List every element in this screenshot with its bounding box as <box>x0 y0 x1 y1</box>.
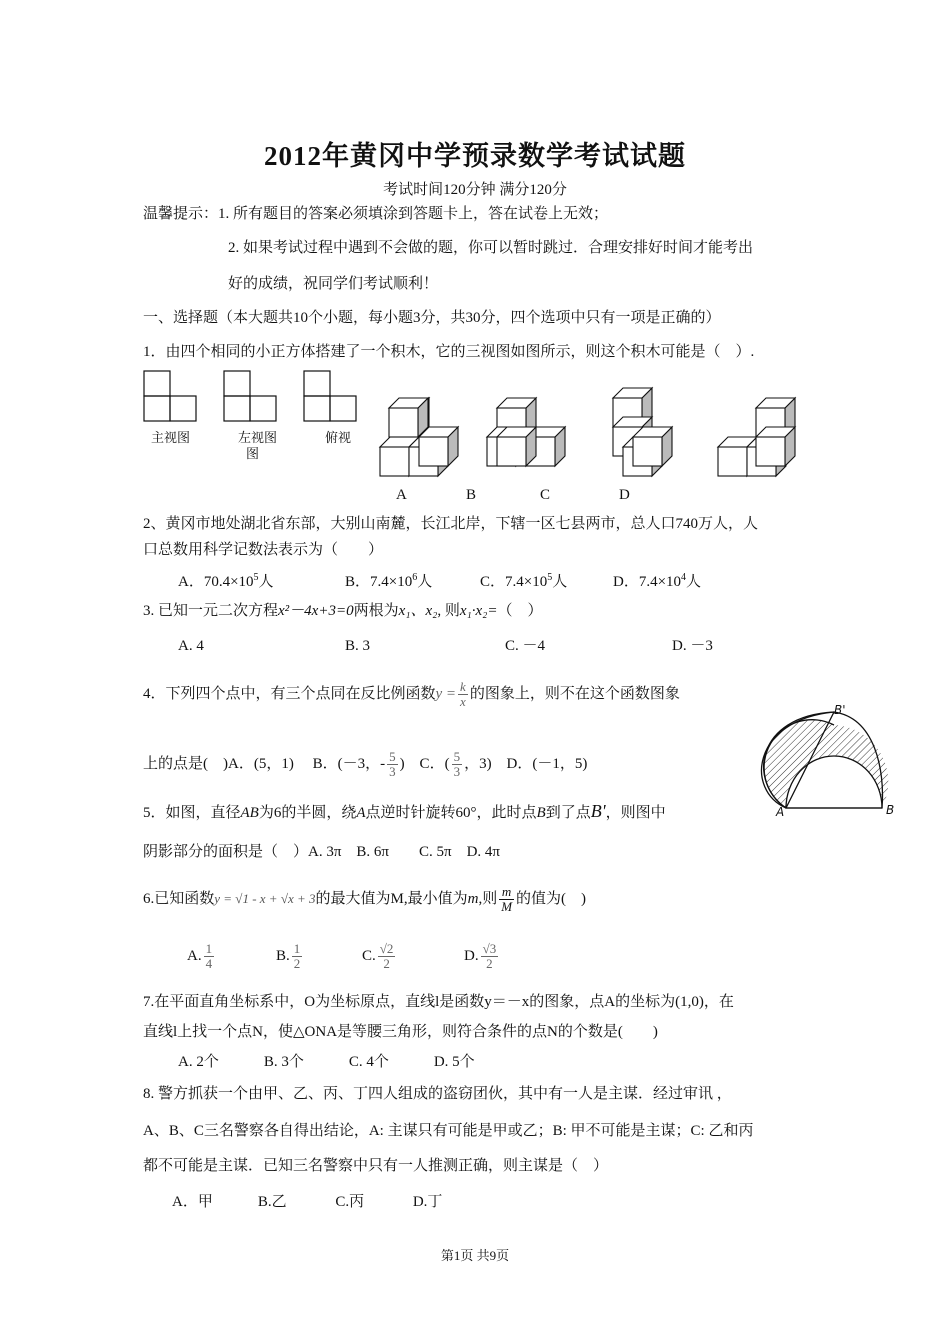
q4-stem-1b: 的图象上，则不在这个函数图象 <box>469 686 680 702</box>
q8-options: A．甲 B.乙 C.丙 D.丁 <box>172 1194 443 1210</box>
tip-1: 1. 所有题目的答案必须填涂到答题卡上，答在试卷上无效； <box>218 206 609 222</box>
q3-product: x₁·x₂= <box>459 603 498 619</box>
q1-option-c: C <box>540 487 551 503</box>
q5-a: A <box>356 805 366 821</box>
q6-frac <box>499 885 514 914</box>
q4-c-num: 5 <box>453 749 461 765</box>
q5-ab: AB <box>240 805 259 821</box>
q5-stem-1b: 为6的半圆，绕 <box>258 805 357 821</box>
q2-c-exp: 5 <box>547 572 553 583</box>
main-view-label: 主视图 <box>151 430 191 445</box>
q2-a-base: A．70.4×10 <box>178 574 254 590</box>
q7-stem-2: 直线l上找一个点N，使△ONA是等腰三角形，则符合条件的点N的个数是( ) <box>143 1024 658 1040</box>
q2-b-unit: 人 <box>417 574 433 590</box>
q1-option-d: D <box>619 487 630 503</box>
left-view-label: 左视图 <box>238 430 278 445</box>
q6-b-num: 1 <box>293 941 301 957</box>
q4-func-num: k <box>460 679 466 695</box>
exam-title: 2012年黄冈中学预录数学考试试题 <box>264 141 686 171</box>
q6-option-d <box>464 934 500 978</box>
q8-stem-3: 都不可能是主谋．已知三名警察中只有一人推测正确，则主谋是（ ） <box>143 1158 609 1174</box>
q4-mid: ) C．( <box>399 756 450 772</box>
q6-stem <box>143 877 586 921</box>
q3-stem-a: 3. 已知一元二次方程 <box>143 603 279 619</box>
tip-2a: 2. 如果考试过程中遇到不会做的题，你可以暂时跳过．合理安排好时间才能考出 <box>228 240 754 256</box>
q6-d-label: D. <box>464 948 479 964</box>
q5-fig-label-a: A <box>776 805 785 819</box>
q6-a-frac <box>204 942 215 971</box>
q8-stem-2: A、B、C三名警察各自得出结论，A: 主谋只有可能是甲或乙；B: 甲不可能是主谋；C: 乙和丙 <box>143 1123 754 1139</box>
q7-options: A. 2个 B. 3个 C. 4个 D. 5个 <box>178 1054 475 1070</box>
q3-option-d: D. －3 <box>672 638 713 654</box>
q4-stem-2a: 上的点是( )A．(5，1) B．(－3，- <box>143 756 386 772</box>
q6-b-label: B. <box>276 948 290 964</box>
q5-b: B <box>536 805 546 821</box>
q5-stem-1 <box>143 800 666 824</box>
q3-stem-b: 两根为 <box>353 603 399 619</box>
q2-c-base: C．7.4×10 <box>480 574 548 590</box>
q6-b-frac <box>292 942 303 971</box>
q4-stem-1a: 4．下列四个点中，有三个点同在反比例函数 <box>143 686 436 702</box>
q3-roots: x₁、x₂ <box>398 603 438 619</box>
q5-stem-2: 阴影部分的面积是（ ）A. 3π B. 6π C. 5π D. 4π <box>143 844 500 860</box>
section-heading: 一、选择题（本大题共10个小题，每小题3分，共30分，四个选项中只有一项是正确的） <box>143 310 721 326</box>
q6-b-den: 2 <box>293 956 301 972</box>
q6-option-b <box>276 934 304 978</box>
q3-option-c: C. －4 <box>505 638 546 654</box>
q7-stem-1: 7.在平面直角坐标系中，O为坐标原点，直线l是函数y＝－x的图象，点A的坐标为(1,0)，在 <box>143 994 734 1010</box>
q2-stem-2: 口总数用科学记数法表示为（ ） <box>143 542 384 558</box>
tip-2b: 好的成绩，祝同学们考试顺利！ <box>228 276 439 292</box>
q5-stem-1a: 5．如图，直径 <box>143 805 241 821</box>
q5-stem-1e: ，则图中 <box>605 805 666 821</box>
q3-option-b: B. 3 <box>345 638 371 654</box>
tips-label: 温馨提示： <box>143 206 219 222</box>
left-view-label-2: 图 <box>246 446 260 461</box>
q6-stem-c: ,则 <box>478 891 498 907</box>
q6-c-den: 2 <box>383 956 390 972</box>
q4-b-num: 5 <box>389 749 396 765</box>
q4-c-den: 3 <box>453 764 461 780</box>
top-view-label: 俯视 <box>325 430 352 445</box>
q5-fig-label-b: B <box>886 803 895 817</box>
q6-a-den: 4 <box>205 956 213 972</box>
q6-m: m <box>467 891 479 907</box>
q6-option-a <box>187 934 216 978</box>
q6-d-den: 2 <box>486 956 493 972</box>
q5-fig-label-bprime: B' <box>834 703 846 717</box>
q6-c-frac <box>378 942 396 971</box>
q6-function: y = √1 - x + √x + 3 <box>214 891 316 906</box>
q2-a-exp: 5 <box>253 572 259 583</box>
q6-a-num: 1 <box>205 941 213 957</box>
q3-option-a: A. 4 <box>178 638 204 654</box>
q4-tail: ，3) D．(－1，5) <box>464 756 588 772</box>
q4-func-den: x <box>460 694 466 710</box>
q5-stem-1c: 点逆时针旋转60°，此时点 <box>365 805 537 821</box>
q6-frac-num: m <box>499 885 514 900</box>
page-footer: 第1页 共9页 <box>440 1248 510 1263</box>
q6-stem-b: 的最大值为M,最小值为 <box>315 891 468 907</box>
q2-d-unit: 人 <box>686 574 702 590</box>
q2-d-base: D．7.4×10 <box>613 574 682 590</box>
q8-stem-1: 8. 警方抓获一个由甲、乙、丙、丁四人组成的盗窃团伙，其中有一人是主谋．经过审讯 ， <box>143 1086 732 1102</box>
q4-func-y: y = <box>435 686 457 702</box>
q6-a-label: A. <box>187 948 202 964</box>
q6-c-label: C. <box>362 948 376 964</box>
q6-c-num: √2 <box>379 941 394 957</box>
q2-d-exp: 4 <box>681 572 687 583</box>
q3-stem-d: （ ） <box>497 603 543 619</box>
q6-option-c <box>362 934 397 978</box>
exam-subtitle: 考试时间120分钟 满分120分 <box>383 182 567 198</box>
q3-equation: x²－4x+3=0 <box>278 603 354 619</box>
q1-option-a: A <box>396 487 407 503</box>
q6-stem-d: 的值为( ) <box>516 891 587 907</box>
q6-d-num: √3 <box>482 941 497 957</box>
q1-option-b: B <box>466 487 477 503</box>
q2-b-exp: 6 <box>412 572 418 583</box>
q3-stem-c: , 则 <box>437 603 460 619</box>
q5-stem-1d: 到了点 <box>545 805 591 821</box>
q2-a-unit: 人 <box>258 574 274 590</box>
q2-b-base: B．7.4×10 <box>345 574 413 590</box>
q6-d-frac <box>481 942 499 971</box>
q2-c-unit: 人 <box>552 574 568 590</box>
q2-stem-1: 2、黄冈市地处湖北省东部，大别山南麓，长江北岸，下辖一区七县两市，总人口740万人，人 <box>143 516 759 532</box>
q5-bprime: B' <box>590 801 606 821</box>
q4-b-den: 3 <box>389 764 396 780</box>
q6-stem-a: 6.已知函数 <box>143 891 215 907</box>
q6-frac-den: M <box>501 899 513 915</box>
q1-stem: 1．由四个相同的小正方体搭建了一个积木，它的三视图如图所示，则这个积木可能是（ ）. <box>143 344 755 360</box>
